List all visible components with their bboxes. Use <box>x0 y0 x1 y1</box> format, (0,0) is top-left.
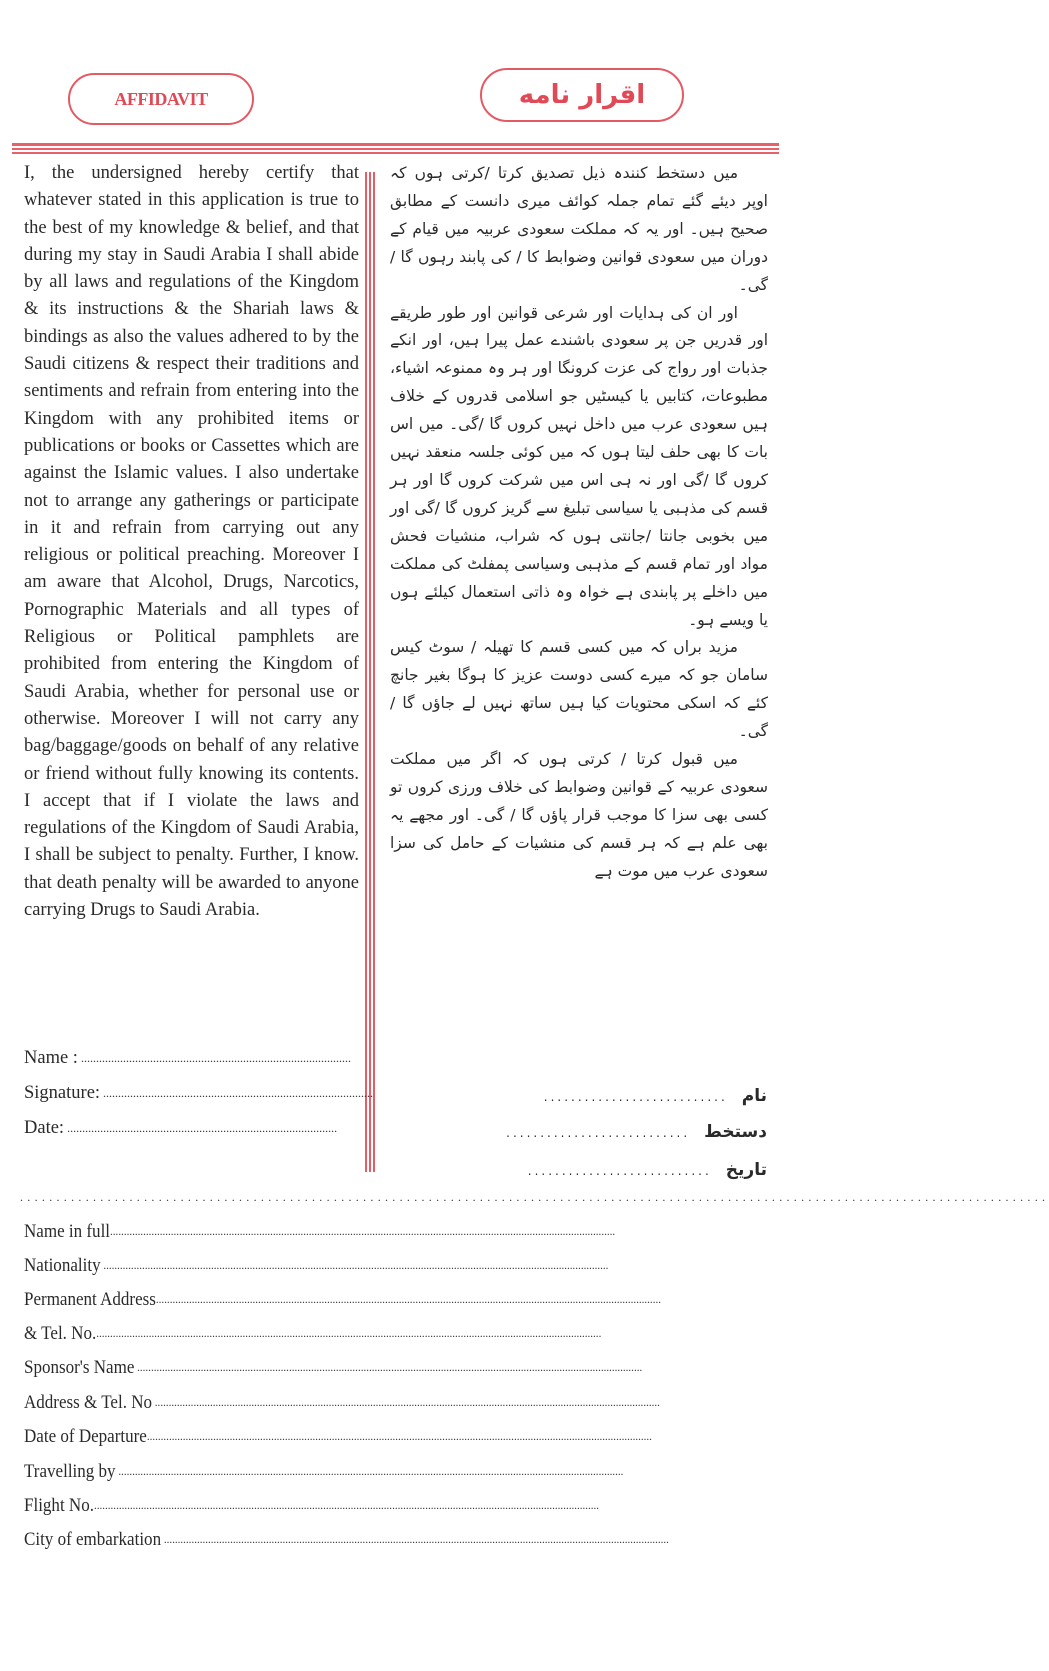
urdu-date-input[interactable]: ........................... <box>527 1164 712 1178</box>
urdu-paragraph-3: مزید براں کہ میں کسی قسم کا تھیلہ / سوٹ کیس سامان جو کہ میرے کسی دوست عزیز کا ہوگا بغیر جانچ کئے کہ اسکی محتویات کیا ہیں ساتھ نہیں لے جاؤں گا /گی۔ <box>390 638 768 741</box>
permanent-address-input[interactable]: ....................................................................................................................................................................................... <box>155 1292 661 1306</box>
urdu-signature-label: دستخط <box>704 1122 767 1142</box>
english-signature-field[interactable] <box>24 1083 374 1104</box>
urdu-name-field[interactable] <box>544 1086 767 1106</box>
urdu-declaration <box>390 160 768 886</box>
english-name-field[interactable] <box>24 1048 359 1069</box>
urdu-paragraph-2: اور ان کی ہدایات اور شرعی قوانین اور طور طریقے اور قدریں جن پر سعودی باشندے عمل پیرا ہیں، اور انکے جذبات اور رواج کی عزت کرونگا اور ہر وہ ممنوعہ اشیاء، مطبوعات، کتابیں یا کیسٹیں جو اسلامی قدروں کے خلاف ہیں سعودی عرب میں داخل نہیں کروں گا /گی۔ میں اس بات کا بھی حلف لیتا ہوں کہ میں کوئی جلسہ منعقد نہیں کروں گا /گی اور نہ ہی اس میں شرکت کروں گا اور ہر قسم کی مذہبی یا سیاسی تبلیغ سے گریز کروں گا /گی اور میں بخوبی جانتا /جانتی ہوں کہ شراب، منشیات فحش مواد اور تمام قسم کے مذہبی وسیاسی پمفلٹ کی مملکت میں داخلے پر پابندی ہے خواہ وہ ذاتی استعمال کیلئے ہوں یا ویسے ہو۔ <box>390 303 768 629</box>
sponsors-name-field[interactable] <box>24 1358 643 1379</box>
city-of-embarkation-field[interactable] <box>24 1530 669 1551</box>
travelling-by-input[interactable]: ....................................................................................................................................................................................... <box>115 1464 624 1478</box>
sponsor-address-tel-input[interactable]: ....................................................................................................................................................................................... <box>152 1395 660 1409</box>
permanent-address-field[interactable] <box>24 1290 661 1311</box>
urdu-date-label: تاریخ <box>725 1160 767 1180</box>
name-in-full-input[interactable]: ....................................................................................................................................................................................... <box>110 1224 616 1238</box>
nationality-label: Nationality <box>24 1256 101 1276</box>
city-of-embarkation-label: City of embarkation <box>24 1530 162 1550</box>
english-date-input[interactable]: .......................................................................................... <box>64 1121 338 1135</box>
english-declaration <box>24 160 359 924</box>
tel-no-input[interactable]: ....................................................................................................................................................................................... <box>96 1326 602 1340</box>
urdu-name-input[interactable]: ........................... <box>543 1090 728 1104</box>
sponsors-name-label: Sponsor's Name <box>24 1358 135 1378</box>
permanent-address-label: Permanent Address <box>24 1290 156 1310</box>
flight-no-label: Flight No. <box>24 1496 94 1516</box>
affidavit-title: AFFIDAVIT <box>114 88 208 109</box>
tel-no-label: & Tel. No. <box>24 1324 97 1344</box>
urdu-affidavit-title-badge <box>480 68 684 122</box>
tel-no-field[interactable] <box>24 1324 604 1345</box>
urdu-paragraph-4: میں قبول کرتا / کرتی ہوں کہ اگر میں مملکت سعودی عربیہ کے قوانین وضوابط کی خلاف ورزی کروں تو کسی بھی سزا کا موجب قرار پاؤں گا / گی۔ اور مجھے یہ بھی علم ہے کہ ہر قسم کی منشیات کے حامل کی سزا سعودی عرب میں موت ہے <box>390 750 768 880</box>
english-signature-input[interactable]: .......................................................................................... <box>100 1086 374 1100</box>
name-in-full-label: Name in full <box>24 1222 111 1242</box>
sponsors-name-input[interactable]: ....................................................................................................................................................................................... <box>134 1360 643 1374</box>
urdu-paragraph-1: میں دستخط کنندہ ذیل تصدیق کرتا /کرتی ہوں کہ اوپر دیئے گئے تمام جملہ کوائف میری دانست کے مطابق صحیح ہیں۔ اور یہ کہ مملکت سعودی عربیہ میں قیام کے دوران میں سعودی قوانین وضوابط کا / کی پابند رہوں گا / گی۔ <box>390 164 768 294</box>
date-of-departure-input[interactable]: ....................................................................................................................................................................................... <box>146 1429 652 1443</box>
english-name-label: Name : <box>24 1048 78 1068</box>
dotted-separator: ............................................................................................................................................. <box>20 1190 1049 1204</box>
urdu-date-field[interactable] <box>528 1160 767 1180</box>
date-of-departure-field[interactable] <box>24 1427 652 1448</box>
urdu-signature-input[interactable]: ........................... <box>506 1126 691 1140</box>
affidavit-title-badge <box>68 73 254 125</box>
english-name-input[interactable]: .......................................................................................... <box>77 1051 351 1065</box>
flight-no-field[interactable] <box>24 1496 604 1517</box>
column-divider <box>365 172 377 1172</box>
english-date-label: Date: <box>24 1118 65 1138</box>
header-divider <box>12 143 779 156</box>
name-in-full-field[interactable] <box>24 1222 616 1243</box>
sponsor-address-tel-field[interactable] <box>24 1393 660 1414</box>
travelling-by-field[interactable] <box>24 1462 624 1483</box>
urdu-signature-field[interactable] <box>506 1122 767 1142</box>
nationality-input[interactable]: ....................................................................................................................................................................................... <box>100 1258 609 1272</box>
urdu-name-label: نام <box>741 1086 767 1106</box>
sponsor-address-tel-label: Address & Tel. No <box>24 1393 153 1413</box>
nationality-field[interactable] <box>24 1256 609 1277</box>
english-declaration-text: I, the undersigned hereby certify that whatever stated in this application is true to the best of my knowledge & belief, and that during my stay in Saudi Arabia I shall abide by all laws and regulations of the Kingdom & its instructions & the Shariah laws & bindings as also the values adhered to by the Saudi citizens & respect their traditions and sentiments and refrain from entering into the Kingdom with any prohibited items or publications or books or Cassettes which are against the Islamic values. I also undertake not to arrange any gatherings or participate in it and refrain from carrying out any religious or political preaching. Moreover I am aware that Alcohol, Drugs, Narcotics, Pornographic Materials and all types of Religious or Political pamphlets are prohibited from entering the Kingdom of Saudi Arabia, whether for personal use or otherwise. Moreover I will not carry any bag/baggage/goods on behalf of any relative or friend without fully knowing its contents. I accept that if I violate the laws and regulations of the Kingdom of Saudi Arabia, I shall be subject to penalty. Further, I know. that death penalty will be awarded to anyone carrying Drugs to Saudi Arabia. <box>24 163 359 921</box>
english-date-field[interactable] <box>24 1118 359 1139</box>
city-of-embarkation-input[interactable]: ....................................................................................................................................................................................... <box>161 1532 669 1546</box>
travelling-by-label: Travelling by <box>24 1462 116 1482</box>
date-of-departure-label: Date of Departure <box>24 1427 147 1447</box>
flight-no-input[interactable]: ....................................................................................................................................................................................... <box>93 1498 600 1512</box>
urdu-affidavit-title: اقرار نامه <box>518 80 646 110</box>
english-signature-label: Signature: <box>24 1083 101 1103</box>
